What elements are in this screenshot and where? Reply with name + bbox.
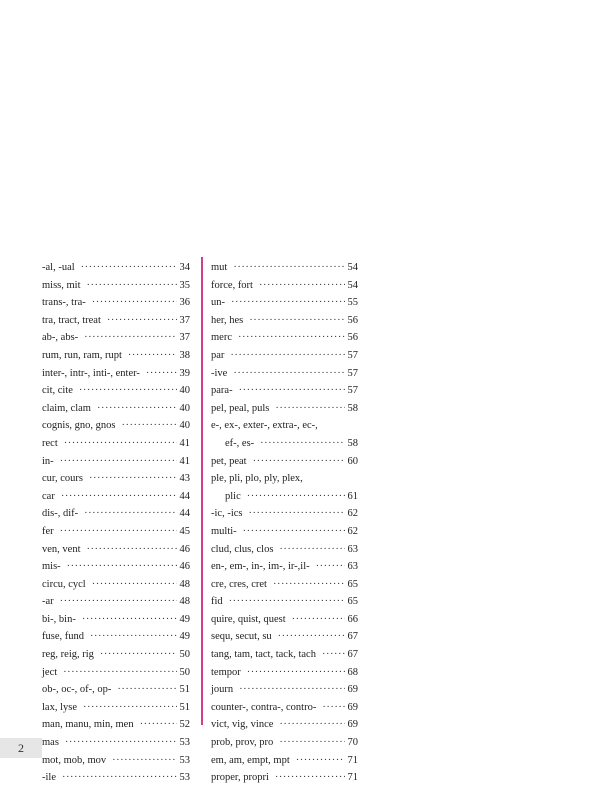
toc-entry-term: mas	[42, 737, 59, 749]
dot-leader	[238, 329, 345, 347]
dot-leader	[100, 646, 177, 664]
toc-entry[interactable]	[211, 769, 358, 787]
toc-entry[interactable]	[211, 664, 358, 682]
toc-entry-term: counter-, contra-, contro-	[211, 701, 317, 713]
dot-leader	[249, 505, 345, 523]
toc-entry-term: quire, quist, quest	[211, 613, 286, 625]
toc-entry-page: 45	[179, 525, 190, 537]
dot-leader	[65, 734, 177, 752]
toc-entry-page: 38	[179, 349, 190, 361]
toc-left-column	[42, 259, 190, 787]
toc-entry[interactable]	[211, 277, 358, 295]
dot-leader	[275, 400, 344, 418]
toc-entry-term: fer	[42, 525, 54, 537]
toc-entry-page: 51	[179, 701, 190, 713]
toc-entry[interactable]	[211, 400, 358, 418]
toc-entry-page: 53	[179, 772, 190, 784]
toc-entry[interactable]	[42, 259, 190, 277]
toc-entry-term: man, manu, min, men	[42, 719, 134, 731]
toc-entry-term: miss, mit	[42, 279, 81, 291]
toc-entry[interactable]	[211, 558, 358, 576]
toc-entry-page: 67	[347, 649, 358, 661]
toc-entry-page: 55	[347, 297, 358, 309]
toc-entry[interactable]	[42, 488, 190, 506]
dot-leader	[83, 699, 177, 717]
toc-entry-term: proper, propri	[211, 772, 269, 784]
toc-entry-term: multi-	[211, 525, 237, 537]
dot-leader	[229, 593, 345, 611]
toc-entry[interactable]	[42, 505, 190, 523]
toc-entry-page: 44	[179, 508, 190, 520]
toc-entry-page: 48	[179, 578, 190, 590]
dot-leader	[243, 523, 345, 541]
dot-leader	[146, 365, 177, 383]
toc-entry-page: 40	[179, 420, 190, 432]
dot-leader	[60, 593, 177, 611]
toc-entry-term: in-	[42, 455, 54, 467]
toc-entry-page: 54	[347, 279, 358, 291]
toc-entry-page: 44	[179, 490, 190, 502]
dot-leader	[89, 470, 177, 488]
toc-entry-term: claim, clam	[42, 402, 91, 414]
toc-entry-page: 46	[179, 561, 190, 573]
dot-leader	[239, 681, 344, 699]
toc-entry-page: 36	[179, 297, 190, 309]
dot-leader	[82, 611, 177, 629]
toc-entry-page: 58	[347, 402, 358, 414]
toc-entry[interactable]	[211, 488, 358, 506]
dot-leader	[253, 453, 345, 471]
toc-entry-term: bi-, bin-	[42, 613, 76, 625]
toc-entry-page: 50	[179, 666, 190, 678]
toc-entry[interactable]	[211, 365, 358, 383]
toc-entry-page: 71	[347, 772, 358, 784]
toc-entry[interactable]	[211, 576, 358, 594]
dot-leader	[275, 769, 345, 787]
toc-entry[interactable]	[42, 277, 190, 295]
dot-leader	[84, 505, 176, 523]
toc-entry[interactable]	[42, 681, 190, 699]
toc-entry-page: 66	[347, 613, 358, 625]
toc-entry[interactable]	[42, 593, 190, 611]
dot-leader	[79, 382, 177, 400]
dot-leader	[292, 611, 345, 629]
toc-entry[interactable]	[42, 752, 190, 770]
toc-entry-term: ob-, oc-, of-, op-	[42, 684, 112, 696]
toc-entry-page: 60	[347, 455, 358, 467]
toc-entry[interactable]	[211, 699, 358, 717]
toc-entry-term: dis-, dif-	[42, 508, 79, 520]
toc-entry-term: ject	[42, 666, 58, 678]
toc-entry-term: vict, vig, vince	[211, 719, 274, 731]
toc-entry-term: merc	[211, 332, 232, 344]
dot-leader	[117, 681, 176, 699]
toc-entry[interactable]	[211, 329, 358, 347]
toc-entry-term: mut	[211, 262, 228, 273]
toc-entry[interactable]	[42, 699, 190, 717]
toc-entry-page: 58	[347, 437, 358, 449]
toc-entry-term: e-, ex-, exter-, extra-, ec-,	[211, 420, 318, 432]
dot-leader	[279, 734, 344, 752]
toc-entry-term: tempor	[211, 666, 241, 678]
toc-entry[interactable]	[211, 312, 358, 330]
dot-leader	[87, 541, 177, 559]
toc-entry-page: 53	[179, 754, 190, 766]
toc-entry-term: circu, cycl	[42, 578, 86, 590]
toc-entry-page: 41	[179, 437, 190, 449]
toc-entry[interactable]	[42, 558, 190, 576]
dot-leader	[247, 488, 345, 506]
dot-leader	[90, 628, 177, 646]
toc-entry[interactable]	[42, 523, 190, 541]
dot-leader	[322, 646, 345, 664]
toc-entry-term: fuse, fund	[42, 631, 84, 643]
toc-entry-term: ab-, abs-	[42, 332, 79, 344]
dot-leader	[279, 541, 344, 559]
toc-entry-page: 52	[179, 719, 190, 731]
toc-entry-page: 65	[347, 596, 358, 608]
toc-entry[interactable]	[42, 646, 190, 664]
dot-leader	[296, 752, 345, 770]
toc-entry[interactable]	[42, 716, 190, 734]
toc-entry[interactable]	[211, 681, 358, 699]
toc-entry[interactable]	[42, 734, 190, 752]
toc-entry-term: par	[211, 349, 225, 361]
toc-entry[interactable]	[42, 576, 190, 594]
toc-entry-page: 57	[347, 367, 358, 379]
toc-entry-term: para-	[211, 385, 233, 397]
toc-entry-page: 61	[347, 490, 358, 502]
toc-entry[interactable]	[211, 541, 358, 559]
toc-entry-page: 57	[347, 349, 358, 361]
dot-leader	[279, 716, 344, 734]
dot-leader	[60, 453, 177, 471]
toc-entry[interactable]	[42, 541, 190, 559]
toc-entry[interactable]	[211, 453, 358, 471]
toc-entry-term: -ive	[211, 367, 228, 379]
toc-entry-term: rect	[42, 437, 58, 449]
toc-entry-term: prob, prov, pro	[211, 737, 274, 749]
dot-leader	[61, 488, 177, 506]
toc-entry-page: 69	[347, 684, 358, 696]
toc-entry[interactable]	[211, 752, 358, 770]
toc-entry-term: sequ, secut, su	[211, 631, 272, 643]
toc-entry[interactable]	[42, 382, 190, 400]
toc-entry-page: 48	[179, 596, 190, 608]
toc-entry[interactable]	[42, 664, 190, 682]
toc-entry[interactable]	[211, 435, 358, 453]
toc-entry[interactable]	[42, 365, 190, 383]
dot-leader	[97, 400, 177, 418]
toc-entry-page: 63	[347, 543, 358, 555]
toc-entry-term: journ	[211, 684, 234, 696]
toc-entry[interactable]	[42, 400, 190, 418]
toc-entry[interactable]	[211, 593, 358, 611]
toc-entry-term: en-, em-, in-, im-, ir-,il-	[211, 561, 310, 573]
toc-entry[interactable]	[42, 611, 190, 629]
toc-entry-term: ven, vent	[42, 543, 81, 555]
toc-entry-page: 67	[347, 631, 358, 643]
toc-entry-term: pet, peat	[211, 455, 247, 467]
toc-entry-term: mis-	[42, 561, 61, 573]
toc-entry[interactable]	[42, 347, 190, 365]
toc-entry-term: em, am, empt, mpt	[211, 754, 290, 766]
toc-entry[interactable]	[211, 505, 358, 523]
toc-entry[interactable]	[211, 259, 358, 277]
dot-leader	[316, 558, 345, 576]
dot-leader	[247, 664, 345, 682]
toc-entry-page: 43	[179, 473, 190, 485]
toc-entry-term: tra, tract, treat	[42, 314, 101, 326]
toc-entry-page: 37	[179, 314, 190, 326]
toc-entry-page: 49	[179, 613, 190, 625]
toc-entry-page: 69	[347, 719, 358, 731]
toc-entry-term: reg, reig, rig	[42, 649, 94, 661]
dot-leader	[249, 312, 344, 330]
toc-entry-page: 49	[179, 631, 190, 643]
column-divider	[201, 257, 203, 725]
dot-leader	[63, 664, 176, 682]
dot-leader	[107, 312, 177, 330]
toc-entry[interactable]	[42, 453, 190, 471]
dot-leader	[278, 628, 345, 646]
dot-leader	[60, 523, 177, 541]
dot-leader	[233, 365, 344, 383]
dot-leader	[239, 382, 345, 400]
toc-entry-page: 69	[347, 701, 358, 713]
dot-leader	[81, 259, 177, 277]
toc-entry-page: 71	[347, 754, 358, 766]
toc-entry-term: trans-, tra-	[42, 297, 86, 309]
toc-entry-term: cognis, gno, gnos	[42, 420, 116, 432]
toc-entry-term: her, hes	[211, 314, 244, 326]
dot-leader	[87, 277, 177, 295]
toc-entry-page: 70	[347, 737, 358, 749]
toc-entry-term: tang, tam, tact, tack, tach	[211, 649, 316, 661]
toc-entry-term: pel, peal, puls	[211, 402, 270, 414]
dot-leader	[92, 294, 177, 312]
toc-entry[interactable]	[211, 382, 358, 400]
toc-entry[interactable]	[42, 417, 190, 435]
toc-entry-page: 46	[179, 543, 190, 555]
toc-entry[interactable]	[211, 347, 358, 365]
dot-leader	[112, 752, 176, 770]
dot-leader	[230, 347, 344, 365]
dot-leader	[259, 277, 345, 295]
toc-entry[interactable]	[42, 628, 190, 646]
toc-entry[interactable]	[42, 329, 190, 347]
toc-entry-term: -ar	[42, 596, 54, 608]
toc-entry-term: car	[42, 490, 55, 502]
toc-entry-term: inter-, intr-, inti-, enter-	[42, 367, 140, 379]
dot-leader	[260, 435, 344, 453]
toc-entry-term: lax, lyse	[42, 701, 77, 713]
page-number: 2	[18, 741, 24, 755]
toc-entry-term: cre, cres, cret	[211, 578, 267, 590]
toc-entry-page: 37	[179, 332, 190, 344]
toc-entry-page: 50	[179, 649, 190, 661]
toc-entry[interactable]	[211, 646, 358, 664]
toc-entry-page: 41	[179, 455, 190, 467]
toc-entry-term: rum, run, ram, rupt	[42, 349, 122, 361]
dot-leader	[322, 699, 344, 717]
toc-entry[interactable]	[211, 628, 358, 646]
dot-leader	[233, 259, 344, 277]
toc-entry-term: clud, clus, clos	[211, 543, 274, 555]
toc-entry-page: 39	[179, 367, 190, 379]
toc-entry[interactable]	[42, 312, 190, 330]
toc-entry-page: 65	[347, 578, 358, 590]
toc-entry-term: force, fort	[211, 279, 253, 291]
toc-entry-page: 62	[347, 525, 358, 537]
toc-entry[interactable]	[42, 470, 190, 488]
toc-entry[interactable]	[211, 294, 358, 312]
dot-leader	[128, 347, 177, 365]
toc-entry[interactable]	[211, 716, 358, 734]
toc-entry-term: cit, cite	[42, 385, 73, 397]
dot-leader	[140, 716, 177, 734]
toc-entry[interactable]	[211, 523, 358, 541]
toc-entry-term: un-	[211, 297, 225, 309]
toc-entry[interactable]	[42, 769, 190, 787]
toc-entry-page: 54	[347, 262, 358, 273]
dot-leader	[84, 329, 176, 347]
toc-entry-page: 68	[347, 666, 358, 678]
dot-leader	[62, 769, 177, 787]
toc-entry-page: 56	[347, 314, 358, 326]
dot-leader	[122, 417, 177, 435]
toc-entry-page: 53	[179, 737, 190, 749]
dot-leader	[67, 558, 177, 576]
toc-entry[interactable]	[42, 294, 190, 312]
toc-entry-page: 51	[179, 684, 190, 696]
toc-entry-page: 62	[347, 508, 358, 520]
toc-entry-term: ple, pli, plo, ply, plex,	[211, 473, 303, 485]
toc-entry[interactable]	[211, 611, 358, 629]
dot-leader	[92, 576, 177, 594]
toc-entry-term: -ic, -ics	[211, 508, 243, 520]
toc-entry-page: 56	[347, 332, 358, 344]
toc-entry-page: 40	[179, 402, 190, 414]
toc-entry[interactable]	[211, 734, 358, 752]
dot-leader	[273, 576, 345, 594]
toc-entry-term: ef-, es-	[225, 437, 255, 449]
toc-entry-term: plic	[225, 490, 241, 502]
dot-leader	[231, 294, 345, 312]
toc-entry-term: mot, mob, mov	[42, 754, 107, 766]
toc-entry[interactable]	[211, 417, 358, 435]
toc-entry-term: fid	[211, 596, 223, 608]
toc-entry-page: 35	[179, 279, 190, 291]
toc-entry-page: 34	[179, 262, 190, 273]
toc-entry[interactable]	[42, 435, 190, 453]
toc-entry-page: 57	[347, 385, 358, 397]
toc-entry-page: 63	[347, 561, 358, 573]
toc-entry-term: -al, -ual	[42, 262, 75, 273]
dot-leader	[64, 435, 177, 453]
toc-entry-term: cur, cours	[42, 473, 83, 485]
toc-entry-page: 40	[179, 385, 190, 397]
toc-entry-term: -ile	[42, 772, 56, 784]
toc-entry[interactable]	[211, 470, 358, 488]
toc-right-column	[211, 259, 358, 787]
